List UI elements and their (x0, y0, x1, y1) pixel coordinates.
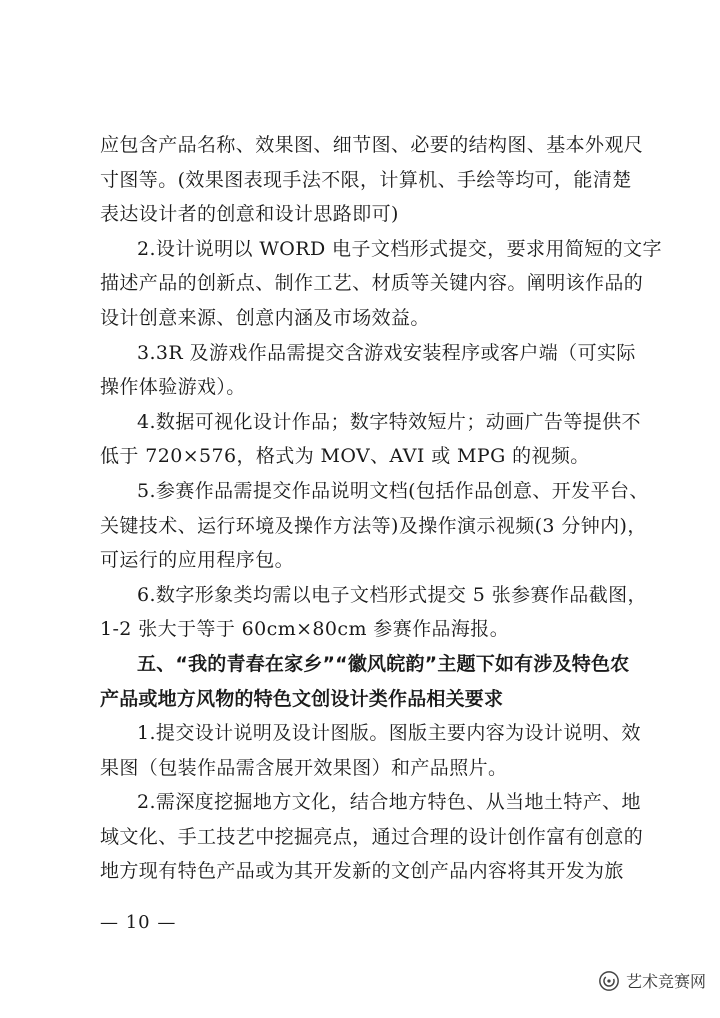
line-text: 五、“我的青春在家乡”“徽风皖韵”主题下如有涉及特色农 (137, 652, 630, 675)
section-heading-line (100, 682, 640, 717)
line-text: 设计创意来源、创意内涵及市场效益。 (100, 306, 430, 329)
text-line (100, 232, 662, 267)
text-line (100, 163, 640, 198)
line-text: 1-2 张大于等于 60cm×80cm 参赛作品海报。 (100, 618, 510, 641)
line-text: 地方现有特色产品或为其开发新的文创产品内容将其开发为旅 (100, 860, 624, 883)
text-line (100, 578, 647, 613)
line-text: 6.数字形象类均需以电子文档形式提交 5 张参赛作品截图， (137, 583, 647, 606)
document-body (100, 128, 662, 889)
text-line (100, 612, 640, 647)
line-text: 果图（包装作品需含展开效果图）和产品照片。 (100, 756, 508, 779)
text-line (100, 785, 640, 820)
text-line (100, 751, 640, 786)
text-line (100, 336, 640, 371)
wechat-official-account-icon (598, 970, 620, 992)
text-line (100, 474, 649, 509)
line-text: 寸图等。(效果图表现手法不限，计算机、手绘等均可，能清楚 (100, 168, 632, 191)
line-text: 2.设计说明以 WORD 电子文档形式提交，要求用简短的文字 (137, 237, 662, 260)
line-text: 操作体验游戏）。 (100, 376, 246, 399)
section-heading-line (100, 647, 640, 682)
line-text: 低于 720×576，格式为 MOV、AVI 或 MPG 的视频。 (100, 445, 590, 468)
text-line (100, 509, 647, 544)
text-line (100, 439, 640, 474)
line-text: 可运行的应用程序包。 (100, 549, 295, 572)
page-number: — 10 — (100, 912, 177, 933)
line-text: 域文化、手工技艺中挖掘亮点，通过合理的设计创作富有创意的 (100, 825, 644, 848)
watermark (598, 969, 706, 992)
text-line (100, 197, 640, 232)
line-text: 1.提交设计说明及设计图版。图版主要内容为设计说明、效 (137, 722, 641, 745)
line-text: 产品或地方风物的特色文创设计类作品相关要求 (100, 687, 504, 710)
line-text: 应包含产品名称、效果图、细节图、必要的结构图、基本外观尺 (100, 134, 644, 156)
line-text: 5.参赛作品需提交作品说明文档(包括作品创意、开发平台、 (137, 479, 649, 502)
text-line (100, 370, 640, 405)
text-line (100, 301, 640, 336)
text-line (100, 128, 644, 163)
text-line (100, 543, 640, 578)
text-line (100, 854, 640, 889)
line-text: 描述产品的创新点、制作工艺、材质等关键内容。阐明该作品的 (100, 272, 644, 295)
text-line (100, 820, 644, 855)
line-text: 关键技术、运行环境及操作方法等)及操作演示视频(3 分钟内)， (100, 514, 647, 537)
line-text: 表达设计者的创意和设计思路即可) (100, 203, 399, 226)
text-line (100, 266, 644, 301)
line-text: 4.数据可视化设计作品；数字特效短片；动画广告等提供不 (137, 410, 641, 433)
line-text: 2.需深度挖掘地方文化，结合地方特色、从当地土特产、地 (137, 791, 641, 814)
line-text: 3.3R 及游戏作品需提交含游戏安装程序或客户端（可实际 (137, 341, 636, 364)
watermark-text: 艺术竞赛网 (625, 972, 706, 991)
text-line (100, 405, 640, 440)
text-line (100, 716, 640, 751)
